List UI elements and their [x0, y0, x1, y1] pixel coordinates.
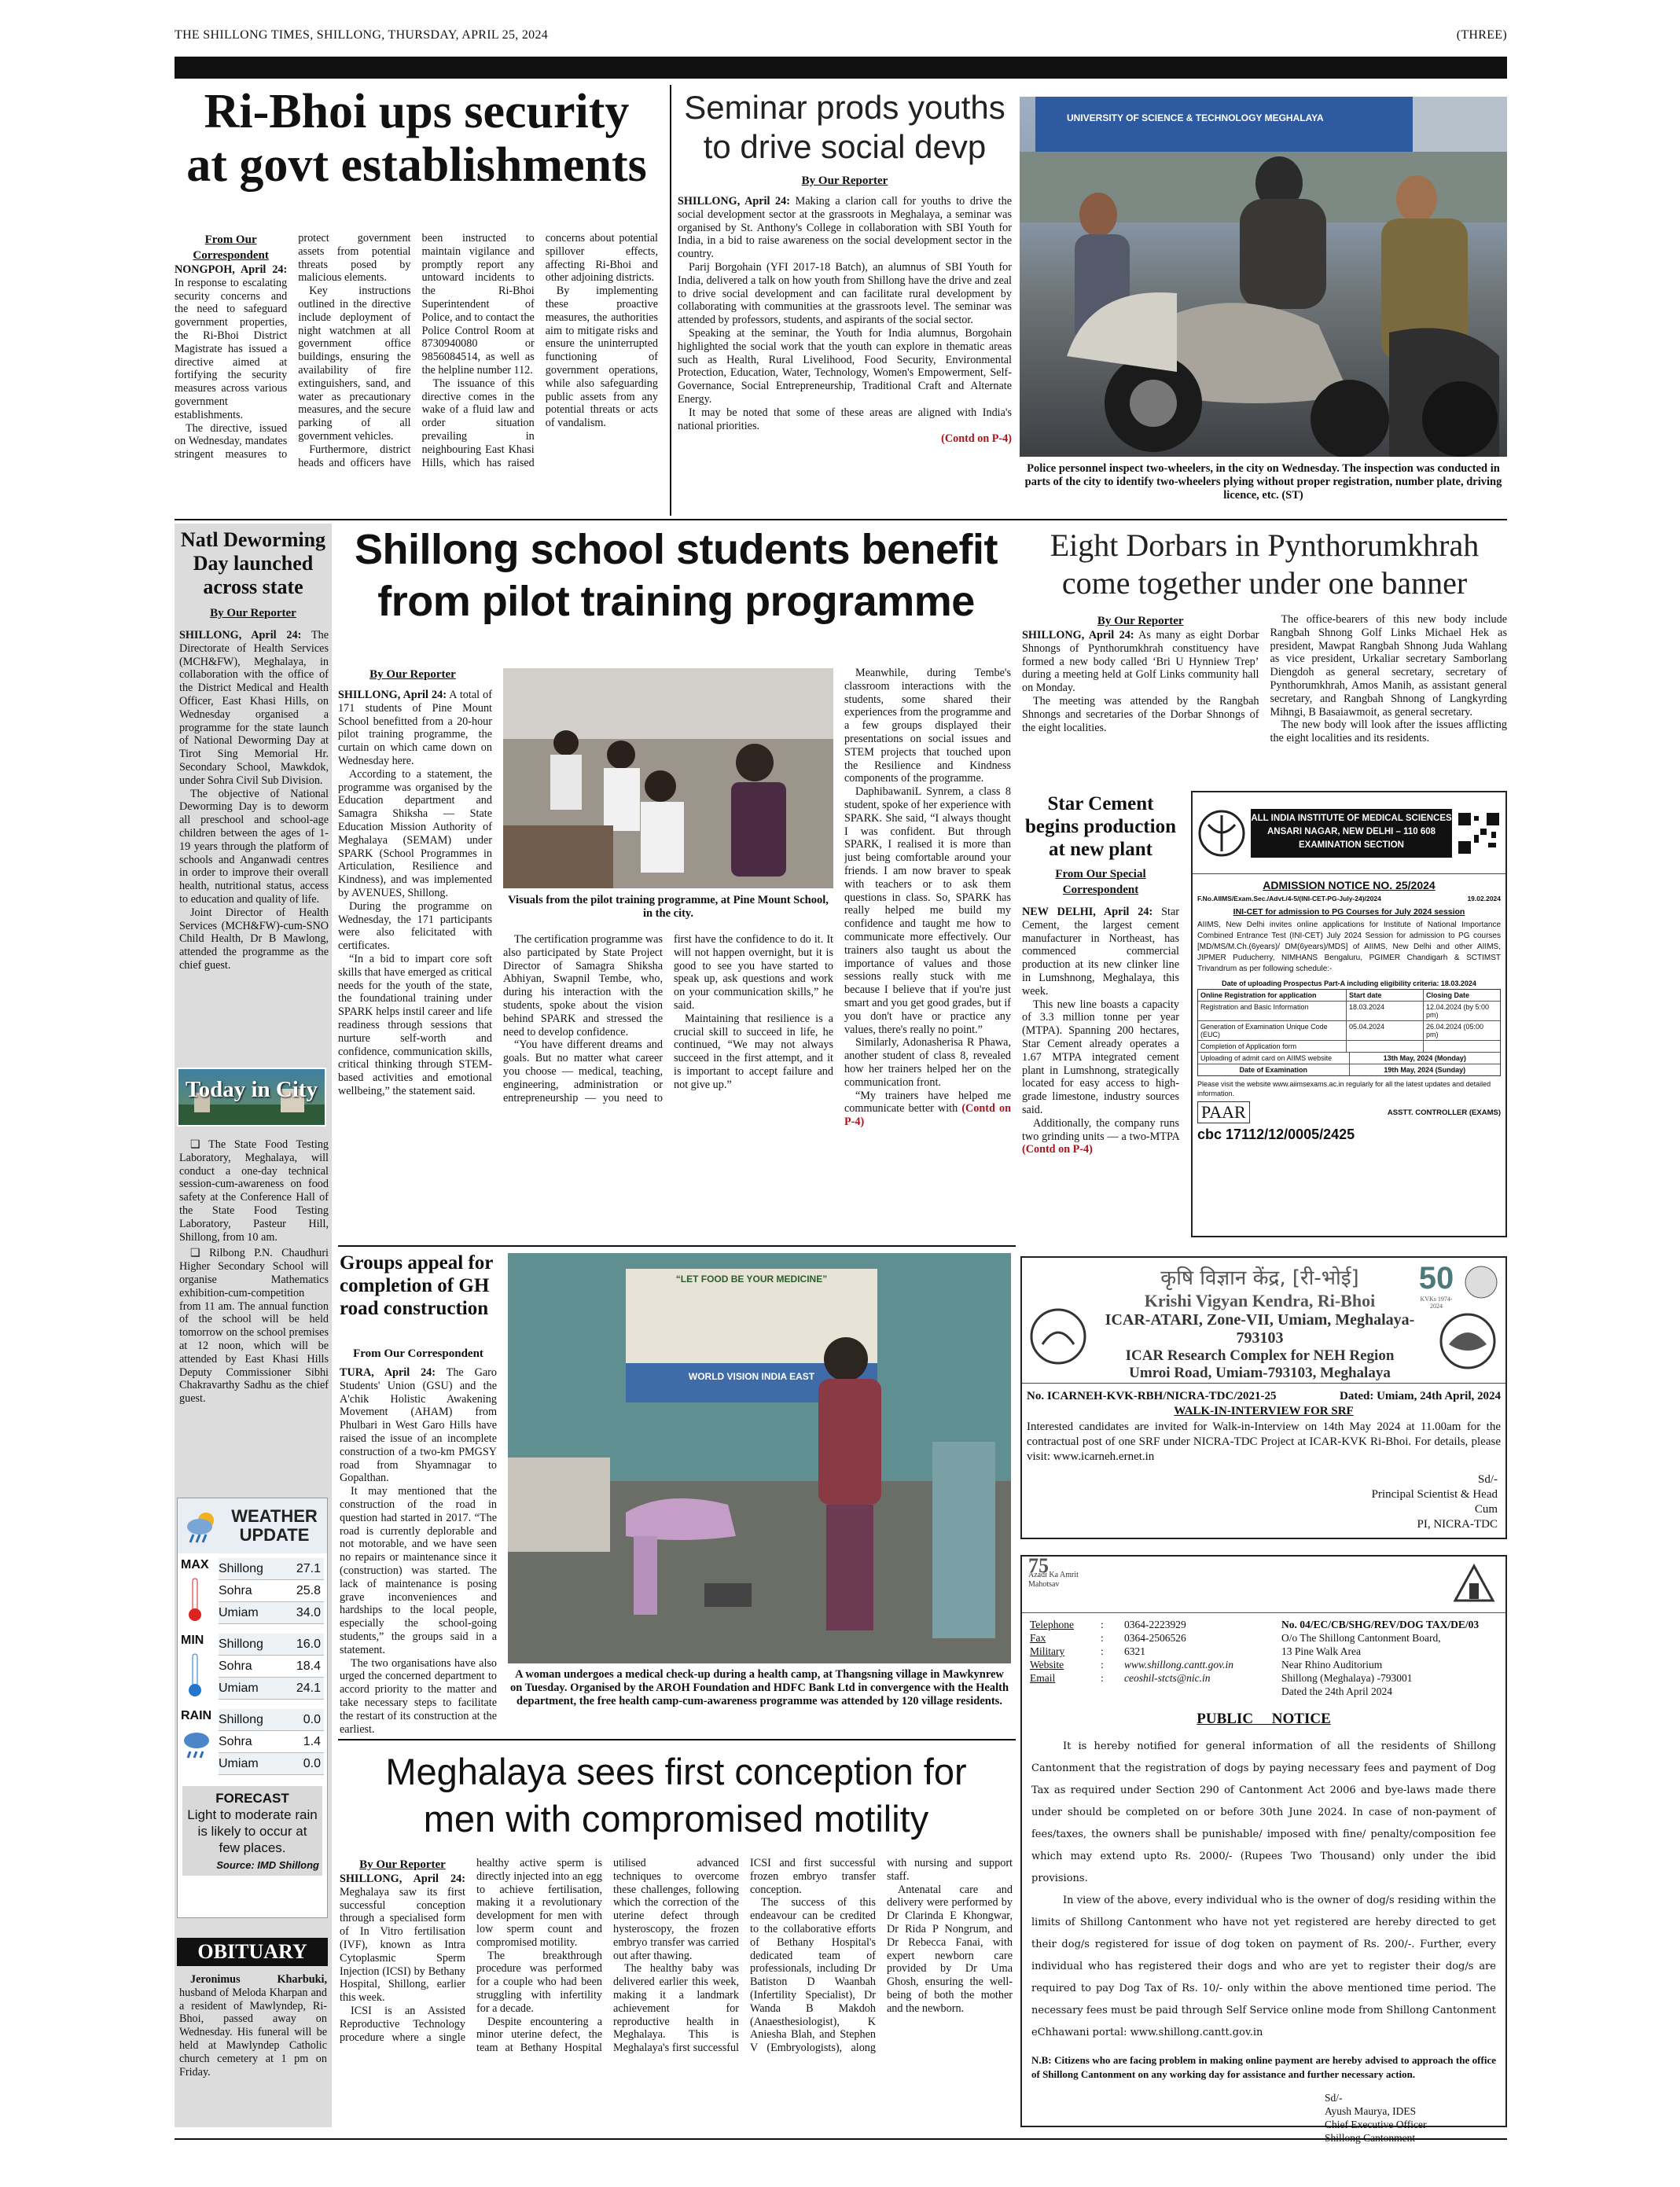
aiims-table-cell: Generation of Examination Unique Code (EUC) — [1200, 1023, 1328, 1038]
weather-title-line1: WEATHER — [231, 1506, 318, 1526]
school-dateline: SHILLONG, April 24: — [338, 689, 447, 701]
deworming-title: Natl Deworming Day launched across state — [180, 528, 326, 598]
classroom-illustration — [503, 668, 833, 888]
address-line: Dated the 24th April 2024 — [1281, 1685, 1392, 1697]
motility-p1: Meghalaya saw its first successful conception through a specialised form of In Vitro fertilisation (IVF), known as Intra Cytoplasmic Sperm Injection (ICSI) by Bethany Hospital, Shillong, earlier this week. — [340, 1885, 465, 2005]
seminar-title-line2: to drive social devp — [703, 128, 987, 165]
seminar-byline: By Our Reporter — [801, 175, 888, 187]
weather-widget — [177, 1498, 328, 1918]
aiims-table-cell: 19th May, 2024 (Sunday) — [1349, 1064, 1501, 1075]
contact-sep: : — [1101, 1619, 1104, 1630]
rain-label: RAIN — [181, 1709, 212, 1722]
weather-row — [219, 1602, 324, 1624]
school-title-line2: from pilot training programme — [377, 578, 975, 625]
aiims-body: AIIMS, New Delhi invites online applications for Institute of National Importance Combined Entrance Test (INI-CET) July 2024 Session for admission to PG courses [MD/MS/M.Ch.(6years)/ DM(6years)/MDS] of AIIMS, New Delhi and other AIIMS, JIPMER Puducherry, NIMHANS Bengaluru, PGIMER Chandigarh & SCTIMST Trivandrum as per following schedule:- — [1197, 921, 1501, 973]
aiims-name: ALL INDIA INSTITUTE OF MEDICAL SCIENCES — [1251, 813, 1452, 823]
dorbars-title-line2: come together under one banner — [1061, 565, 1468, 601]
signature-line: Chief Executive Officer — [1325, 2119, 1427, 2130]
school-article-cols2-3 — [503, 933, 833, 1240]
school-p10: Similarly, Adonasherisa R Phawa, another student of class 8, revealed how her trainers helped her on the communication front. — [844, 1036, 1011, 1089]
contact-label: Fax — [1030, 1632, 1046, 1644]
weather-value: 25.8 — [296, 1583, 321, 1597]
contact-row — [1030, 1631, 1281, 1645]
thermometer-icon — [186, 1652, 204, 1700]
aiims-table-cell: Date of Examination — [1239, 1066, 1307, 1074]
aiims-subject: INI-CET for admission to PG Courses for July 2024 session — [1233, 907, 1465, 917]
school-p4: “In a bid to impart core soft skills that have emerged as critical needs for the youth of the state, the foundational training under SPARK helps instil career and life readiness through sessions that nurture self-worth and confidence, communication skills, critical thinking through STEM-based activities and emotional wellbeing,” the statement said. — [338, 952, 492, 1097]
obituary-name: Jeronimus Kharbuki, — [190, 1973, 327, 1986]
seminar-p2: Parij Borgohain (YFI 2017-18 Batch), an alumnus of SBI Youth for India, delivered a talk on how youth from Shillong have the drive and zeal to drive social development and can facilitate rural development by collaborating with communities at the grassroots level. The seminar was attended by professors, students, and aspirants of the social sector. — [678, 260, 1012, 327]
ribhoi-p5: The issuance of this directive comes in the wake of a fluid law and order situation prevailing in neighbouring East Khasi Hills, which has raised concerns about potential spillover effects, affecting Ri-Bhoi and other adjoining districts. — [421, 232, 658, 469]
address-line: O/o The Shillong Cantonment Board, — [1281, 1632, 1441, 1644]
weather-value: 34.0 — [296, 1605, 321, 1619]
aiims-table-cell: 26.04.2024 (05:00 pm) — [1423, 1021, 1500, 1040]
deworming-headline — [175, 528, 332, 599]
header-bar — [175, 57, 1507, 79]
deworming-p1: The Directorate of Health Services (MCH&FW), Meghalaya, in collaboration with the office of the District Medical and Health Officer, East Khasi Hills, on Wednesday organised a programme for the state launch of National Deworming Day at Tirot Sing Memorial Hr. Secondary School, Mawkdok, under Sohra Civil Sub Division. — [179, 629, 329, 787]
weather-title-line2: UPDATE — [239, 1525, 310, 1545]
deworming-dateline: SHILLONG, April 24: — [179, 629, 302, 641]
weather-value: 18.4 — [296, 1659, 321, 1673]
aiims-section: EXAMINATION SECTION — [1299, 840, 1404, 850]
weather-row — [219, 1753, 324, 1775]
dorbars-dateline: SHILLONG, April 24: — [1022, 629, 1134, 641]
weather-row — [219, 1678, 324, 1700]
seminar-dateline: SHILLONG, April 24: — [678, 195, 790, 208]
aiims-date: 19.02.2024 — [1467, 895, 1501, 902]
contact-label: Military — [1030, 1645, 1065, 1657]
dorbars-p3: The office-bearers of this new body include Rangbah Shnong Golf Links Michael Hek as president, Mawpat Rangbah Shnong Juda Wahlang as vice president, Urkaliar secretary Samborlang Diengdoh as general secretary, secretary of Pynthorumkhrah, Amos Manih, as assistant general secretary, and Rangbah Shnong of Langkyrding Mihngi, B Basaiawmoit, as general secretary. — [1270, 613, 1507, 719]
section-rule — [338, 1245, 1016, 1247]
seminar-headline — [678, 88, 1012, 167]
aiims-upload-date: Date of uploading Prospectus Part-A including eligibility criteria: 18.03.2024 — [1222, 980, 1476, 987]
cantonment-advertisement — [1020, 1554, 1507, 2130]
page-number: (THREE) — [1456, 28, 1507, 42]
aiims-exam-row — [1198, 1064, 1500, 1075]
weather-place: Shillong — [219, 1637, 263, 1651]
seminar-p3: Speaking at the seminar, the Youth for India alumnus, Borgohain highlighted the social work that the youth can explore in thematic areas such as Health, Rural Livelihood, Food Security, Environmental Protection, Education, Water, Technology, Women's Empowerment, Self-Governance, Social Entrepreneurship, Traditional Craft and Alternate Energy. — [678, 326, 1012, 406]
aiims-table-row — [1198, 1021, 1500, 1041]
motility-headline — [338, 1748, 1014, 1843]
cantonment-emblem-icon — [1450, 1561, 1498, 1605]
motility-title-line1: Meghalaya sees first conception for — [385, 1751, 967, 1792]
ribhoi-p1: In response to escalating security concerns and the need to safeguard government properties, the Ri-Bhoi District Magistrate has issued a directive aimed at fortifying the security measures across various government establishments. — [175, 276, 288, 421]
min-temps — [219, 1634, 324, 1700]
gh-dateline: TURA, April 24: — [340, 1366, 436, 1379]
motility-p6: The success of this endeavour can be credited to the collaborative efforts of Bethany Hospital's dedicated team of professionals, including Dr Batiston D Waanbah (Infertility Specialist), Dr Wanda B Makdoh (Anaesthesiologist), K Aniesha Blah, and Stephen V (Embryologists), along with nursing and support staff. — [750, 1857, 1013, 2055]
weather-place: Shillong — [219, 1712, 263, 1726]
aiims-logo-icon — [1197, 809, 1246, 858]
school-p3: During the programme on Wednesday, the 171 participants were also felicitated with certificates. — [338, 899, 492, 953]
gh-p2: It may mentioned that the construction of the road in question had started in 2017. “The road is currently deplorable and not motorable, and we have seen no repairs or maintenance since it (construction) was started. The lack of maintenance is posing grave inconveniences and hardships to the local people, especially the school-going students,” the groups said in a statement. — [340, 1485, 497, 1656]
aiims-advertisement — [1191, 791, 1507, 1237]
address-line: 13 Pine Walk Area — [1281, 1645, 1362, 1657]
section-rule — [175, 519, 1507, 520]
azadi-logo-text: Azadi Ka Amrit Mahotsav — [1028, 1571, 1079, 1589]
school-p7: Maintaining that resilience is a crucial skill to succeed in life, he continued, “We may not always succeed in the first attempt, and it is important to accept failure and not give up.” — [674, 1012, 833, 1091]
kvk-date: Dated: Umiam, 24th April, 2024 — [1340, 1390, 1501, 1402]
contact-row — [1030, 1618, 1281, 1631]
dorbars-p2: The meeting was attended by the Rangbah Shnongs and secretaries of the Dorbar Shnongs of the eight localities. — [1022, 694, 1259, 734]
health-camp-illustration — [508, 1253, 1011, 1663]
contact-value: 0364-2506526 — [1124, 1632, 1186, 1644]
dorbars-headline — [1022, 527, 1507, 602]
dorbars-article — [1022, 613, 1507, 778]
checkbox-icon: ❑ — [190, 1247, 200, 1260]
weather-row — [219, 1656, 324, 1678]
checkbox-icon: ❑ — [190, 1138, 200, 1151]
aiims-address: ANSARI NAGAR, NEW DELHI – 110 608 — [1266, 826, 1436, 836]
seminar-article — [678, 195, 1012, 446]
school-p8: Meanwhile, during Tembe's classroom interactions with the students, some shared their experiences from the programme and a few groups displayed their presentations on social issues and STEM projects that touched upon the Resilience and Kindness components of the programme. — [844, 667, 1011, 785]
school-title-line1: Shillong school students benefit — [354, 526, 998, 573]
aiims-table-cell: Uploading of admit card on AIIMS website — [1200, 1054, 1333, 1062]
motility-article — [340, 1857, 1013, 2132]
ribhoi-p3: Key instructions outlined in the directive include deployment of night watchmen at all government office buildings, ensuring the availability of fire extinguishers, sand, and water as precautionary measures, and the secure parking of all government vehicles. — [298, 285, 411, 443]
aiims-table-cell: Start date — [1346, 990, 1423, 1001]
contact-value: 0364-2223929 — [1124, 1619, 1186, 1630]
ribhoi-p2: The directive, issued on Wednesday, mandates stringent measures to protect government assets from potential threats posed by malicious elements. — [175, 232, 411, 461]
aiims-table-cell — [1346, 1041, 1423, 1052]
header-date-line: THE SHILLONG TIMES, SHILLONG, THURSDAY, APRIL 25, 2024 — [175, 28, 549, 42]
kvk-name: Krishi Vigyan Kendra, Ri-Bhoi — [1144, 1291, 1376, 1310]
cantonment-contacts — [1030, 1618, 1281, 1698]
gh-article — [340, 1366, 497, 1736]
cement-p3: Additionally, the company runs two grinding units — a two-MTPA — [1022, 1116, 1179, 1143]
kvk-badge-text: KVKs 1974-2024 — [1420, 1296, 1453, 1310]
weather-value: 27.1 — [296, 1561, 321, 1575]
weather-place: Shillong — [219, 1561, 263, 1575]
motility-byline: By Our Reporter — [359, 1858, 446, 1871]
aiims-table-cell: 18.03.2024 — [1346, 1002, 1423, 1020]
address-line: Shillong (Meghalaya) -793001 — [1281, 1672, 1413, 1684]
seminar-continued: (Contd on P-4) — [941, 432, 1012, 446]
kvk-50-badge — [1414, 1261, 1458, 1310]
school-p11: “My trainers have helped me communicate better with — [844, 1089, 1011, 1116]
today-item-1: The State Food Testing Laboratory, Meghalaya, will conduct a one-day technical session-cum-awareness on food safety at the Conference Hall of the State Food Testing Laboratory, Pasteur Hill, Shillong, from 10 am. — [179, 1138, 329, 1244]
dorbars-p4: The new body will look after the issues afflicting the eight localities and its residents. — [1270, 719, 1507, 745]
aiims-table-cell: 05.04.2024 — [1346, 1021, 1423, 1040]
weather-row — [219, 1558, 324, 1580]
contact-value: ceoshil-stcts@nic.in — [1124, 1672, 1211, 1684]
today-in-city-banner — [177, 1068, 326, 1127]
weather-place: Sohra — [219, 1659, 252, 1673]
gh-headline — [340, 1252, 497, 1320]
kvk-sd: Sd/- — [1477, 1473, 1498, 1486]
rain-cloud-icon — [182, 1729, 211, 1769]
contact-label: Email — [1030, 1672, 1056, 1684]
kvk-advertisement — [1020, 1256, 1507, 1539]
gh-p1: The Garo Students' Union (GSU) and the A'chik Holistic Awakening Movement (AHAM) from Phulbari in West Garo Hills have raised the issue of an incomplete construction of a two-km PMGSY road from Shyamnagar to Gopalthan. — [340, 1366, 497, 1485]
weather-place: Sohra — [219, 1734, 252, 1748]
kvk-institute: ICAR Research Complex for NEH Region — [1125, 1347, 1395, 1364]
deworming-article — [179, 629, 329, 972]
kvk-emblem-icon — [1461, 1263, 1501, 1302]
school-byline: By Our Reporter — [369, 668, 456, 681]
contact-label: Website — [1030, 1659, 1064, 1671]
contact-row — [1030, 1671, 1281, 1685]
ribhoi-byline: From Our Correspondent — [193, 233, 269, 262]
section-rule — [338, 1739, 1016, 1740]
ribhoi-p4: Furthermore, district heads and officers have been instructed to maintain vigilance and promptly report any untoward incidents to the Ri-Bhoi Superintendent of Police, and to contact the Police Control Room at 8730940080 or 9856084514, as well as the helpline number 112. — [298, 232, 535, 469]
police-photo-illustration — [1020, 97, 1507, 457]
forecast-text: Light to moderate rain is likely to occur at few places. — [187, 1807, 318, 1855]
motility-title-line2: men with compromised motility — [423, 1798, 929, 1840]
forecast-title: FORECAST — [215, 1791, 289, 1806]
school-training-photo — [503, 668, 833, 888]
cement-headline — [1022, 792, 1179, 861]
kvk-notice-title: WALK-IN-INTERVIEW FOR SRF — [1174, 1405, 1354, 1417]
aiims-table-row — [1198, 990, 1500, 1002]
contact-label: Telephone — [1030, 1619, 1075, 1630]
weather-row — [219, 1634, 324, 1656]
school-photo-caption: Visuals from the pilot training programme, at Pine Mount School, in the city. — [508, 894, 829, 920]
kvk-reference: No. ICARNEH-KVK-RBH/NICRA-TDC/2021-25 — [1027, 1390, 1277, 1402]
aiims-table-cell: 13th May, 2024 (Monday) — [1349, 1053, 1501, 1064]
ribhoi-title-line2: at govt establishments — [186, 138, 647, 192]
contact-sep: : — [1101, 1659, 1104, 1671]
weather-value: 1.4 — [303, 1734, 321, 1748]
kvk-zone: ICAR-ATARI, Zone-VII, Umiam, Meghalaya-793103 — [1105, 1311, 1415, 1347]
cantonment-p1: It is hereby notified for general information of all the residents of Shillong Cantonment that the registration of dogs by paying necessary fees and payment of Dog Tax as required under Section 290 of Cantonment Act 2006 and bye-laws made there under should be completed on or before 30th June 2024. In case of non-payment of fees/taxes, the owners shall be punishable/ imposed with fine/ penalty/composition fee which may extend upto Rs. 2000/- (Rupees Two Thousand) only under the ibid provisions. — [1031, 1740, 1496, 1884]
aiims-notice-number: ADMISSION NOTICE NO. 25/2024 — [1263, 879, 1436, 891]
cantonment-nb: N.B: Citizens who are facing problem in making online payment are hereby advised to approach the office of Shillong Cantonment on any working day for assistance and further necessary action. — [1031, 2054, 1496, 2080]
dorbars-p1: As many as eight Dorbar Shnongs of Pynthorumkhrah constituency have formed a new body called ‘Bri U Hynniew Trep’ during a meeting held at Golf Links community hall on Monday. — [1022, 629, 1259, 695]
school-headline — [338, 524, 1014, 627]
ribhoi-dateline: NONGPOH, April 24: — [175, 263, 288, 276]
aiims-table-row — [1198, 1041, 1500, 1053]
motility-p3: The breakthrough procedure was performed for a couple who had been struggling with infertility for a decade. — [476, 1949, 602, 2015]
cement-p2: This new line boasts a capacity of 3.3 million tonne per year (MTPA). Spanning 200 hectares, Star Cement already operates a 1.67 MTPA integrated cement plant in Lumshnong, strategically located for easy access to high-grade limestone, industry sources said. — [1022, 998, 1179, 1116]
dorbars-byline: By Our Reporter — [1097, 615, 1184, 627]
weather-row — [219, 1709, 324, 1731]
contact-sep: : — [1101, 1645, 1104, 1657]
kvk-signatory-cum: Cum — [1474, 1503, 1498, 1516]
weather-source: Source: IMD Shillong — [216, 1859, 319, 1871]
weather-value: 24.1 — [296, 1681, 321, 1695]
aiims-table-cell: 12.04.2024 (by 5:00 pm) — [1423, 1002, 1500, 1020]
cantonment-address — [1281, 1618, 1498, 1698]
university-sign-text: UNIVERSITY OF SCIENCE & TECHNOLOGY MEGHALAYA — [1067, 112, 1324, 123]
aiims-cbc-code: cbc 17112/12/0005/2425 — [1197, 1127, 1355, 1142]
deworming-p2: The objective of National Deworming Day is to deworm all preschool and school-age children between the ages of 1-19 years through the platform of schools and Anganwadi centres in order to improve their overall health, nutritional status, access to education and quality of life. — [179, 787, 329, 906]
signature-line: Ayush Maurya, IDES — [1325, 2105, 1417, 2117]
obituary-text — [179, 1973, 327, 2079]
aiims-table-cell: Registration and Basic Information — [1200, 1003, 1309, 1011]
aiims-table-cell — [1423, 1041, 1500, 1052]
weather-cloud-icon — [182, 1506, 222, 1546]
icar-logo-icon — [1027, 1305, 1090, 1368]
contact-row — [1030, 1658, 1281, 1671]
weather-place: Umiam — [219, 1756, 259, 1770]
kvk-address: Umroi Road, Umiam-793103, Meghalaya — [1129, 1365, 1391, 1381]
cement-continued: (Contd on P-4) — [1022, 1143, 1093, 1156]
health-poster-text: “LET FOOD BE YOUR MEDICINE” — [675, 1274, 828, 1285]
gh-title: Groups appeal for completion of GH road construction — [340, 1252, 493, 1319]
deworming-byline: By Our Reporter — [210, 607, 296, 619]
school-p1: A total of 171 students of Pine Mount School benefitted from a 20-hour pilot training programme, the curtain on which came down on Wednesday here. — [338, 689, 492, 767]
health-camp-photo — [508, 1253, 1011, 1663]
aiims-table-cell: Completion of Application form — [1200, 1042, 1297, 1050]
health-camp-caption: A woman undergoes a medical check-up during a health camp, at Thangsning village in Mawkynrew on Tuesday. Organised by the AROH Foundation and HDFC Bank Ltd in convergence with the Health department, the free health camp-cum-awareness programme was attended by 120 village residents. — [509, 1668, 1009, 1707]
kvk-signatory-pi: PI, NICRA-TDC — [1417, 1518, 1498, 1531]
contact-sep: : — [1101, 1632, 1104, 1644]
aiims-footer: Please visit the website www.aiimsexams.ac.in regularly for all the latest updates and detailed information. — [1197, 1080, 1491, 1097]
weather-value: 16.0 — [296, 1637, 321, 1651]
cement-title: Star Cement begins production at new plant — [1025, 793, 1176, 860]
today-item-2: Rilbong P.N. Chaudhuri Higher Secondary School will organise Mathematics exhibition-cum-competition from 11 am. The annual function of the school will be held tomorrow on the school premises at 12 noon, which will be attended by East Khasi Hills Deputy Commissioner Sibhi Chakravarthy Sadhu as the chief guest. — [179, 1247, 329, 1406]
qr-code-icon — [1457, 811, 1501, 855]
max-temps — [219, 1558, 324, 1624]
aiims-schedule-table — [1197, 989, 1501, 1076]
cement-p1: Star Cement, the largest cement manufacturer in Northeast, has commenced commercial production at its new clinker line in Lumshnong, Meghalaya, this week. — [1022, 906, 1179, 998]
school-p6: “You have different dreams and goals. But no matter what career you choose — medical, teaching, engineering, administration or entrepreneurship — you need to first have the confidence to do it. It will not happen overnight, but it is good to see you have started to speak up, ask questions and work on your communication skills,” he said. — [503, 933, 833, 1105]
aiims-table-cell: Closing Date — [1423, 990, 1500, 1001]
seminar-title-line1: Seminar prods youths — [684, 89, 1005, 126]
thermometer-icon — [186, 1577, 204, 1624]
weather-value: 0.0 — [303, 1756, 321, 1770]
min-label: MIN — [181, 1634, 204, 1647]
school-p2: According to a statement, the programme was organised by the Education department and Samagra Shiksha — State Education Mission Authority of Meghalaya (SEMAM) under SPARK (School Programmes in Articulation, Resilience and Kindness), and was implemented by AVENUES, Shillong. — [338, 767, 492, 899]
weather-row — [219, 1731, 324, 1753]
kvk-body: Interested candidates are invited for Walk-in-Interview on 14th May 2024 at 11.00am for the contractual post of one SRF under NICRA-TDC Project at ICAR-KVK Ri-Bhoi. For details, please visit: www.icarneh.ernet.in — [1027, 1421, 1501, 1463]
rain-values — [219, 1709, 324, 1775]
weather-row — [219, 1580, 324, 1602]
ribhoi-p6: By implementing these proactive measures, the authorities aim to mitigate risks and ensure the uninterrupted functioning of government operations, while also safeguarding public assets from any potential threats or acts of vandalism. — [545, 285, 658, 430]
address-line: Near Rhino Auditorium — [1281, 1659, 1383, 1671]
cantonment-signature — [1022, 2082, 1505, 2145]
gh-p3: The two organisations have also urged the concerned department to accord priority to the matter and take necessary steps to facilitate the restart of its construction at the earliest. — [340, 1656, 497, 1736]
address-line: No. 04/EC/CB/SHG/REV/DOG TAX/DE/03 — [1281, 1619, 1480, 1630]
school-continued: (Contd on P-4) — [844, 1102, 1011, 1129]
obituary-header: OBITUARY — [177, 1938, 328, 1966]
school-article-col4 — [844, 667, 1011, 1241]
aiims-table-cell: Online Registration for application — [1200, 991, 1317, 999]
gh-byline: From Our Correspondent — [353, 1347, 483, 1360]
weather-place: Umiam — [219, 1605, 259, 1619]
contact-value: 6321 — [1124, 1645, 1145, 1657]
dorbars-title-line1: Eight Dorbars in Pynthorumkhrah — [1050, 527, 1480, 563]
today-in-city-title: Today in City — [185, 1077, 318, 1102]
ribhoi-article — [175, 232, 658, 516]
weather-place: Sohra — [219, 1583, 252, 1597]
cement-byline: From Our Special Correspondent — [1055, 868, 1146, 896]
cement-article — [1022, 906, 1179, 1156]
school-article-col1 — [338, 689, 492, 1318]
aiims-admit-row — [1198, 1053, 1500, 1064]
police-photo-caption: Police personnel inspect two-wheelers, in the city on Wednesday. The inspection was conducted in parts of the city to identify two-wheelers plying without proper registration, number plate, driving licence, etc. (ST) — [1024, 462, 1502, 502]
ribhoi-title-line1: Ri-Bhoi ups security — [204, 85, 630, 138]
kvk-50-number: 50 — [1418, 1261, 1454, 1296]
contact-row — [1030, 1645, 1281, 1658]
motility-p7: Antenatal care and delivery were performed by Dr Clarinda E Khongwar, Dr Rida P Nongrum, and Dr Rebecca Fanai, with expert newborn care provided by Dr Uma Ghosh, ensuring the well-being of both the mother and the newborn. — [887, 1883, 1013, 2015]
cantonment-p2: In view of the above, every individual who is the owner of dog/s residing within the limits of Shillong Cantonment who have not yet registered are hereby directed to get their dog/s registered for issue of dog token on payment of Rs. 200/-. Further, every individual who has registered their dogs and who are yet to register their dog/s are required to pay Dog Tax of Rs. 10/- only within the above mentioned time period. The necessary fees must be paid through Self Service online mode from Shillong Cantonment eChhawani portal: www.shillong.cantt.gov.in — [1031, 1895, 1496, 2038]
icar-neh-logo-icon — [1436, 1310, 1499, 1373]
motility-p4: Despite encountering a minor uterine defect, the team at Bethany Hospital utilised advanced techniques to overcome these challenges, following which the correction of the uterine defect through hysteroscopy, the frozen embryo transfer was carried out after thawing. — [476, 1857, 739, 2055]
motility-dateline: SHILLONG, April 24: — [340, 1873, 465, 1885]
signature-line: Sd/- — [1325, 2092, 1343, 2104]
health-banner-text: WORLD VISION INDIA EAST — [688, 1371, 815, 1382]
page-header — [175, 28, 1507, 47]
weather-place: Umiam — [219, 1681, 259, 1695]
motility-p2: ICSI is an Assisted Reproductive Technology procedure where a single healthy active sperm is directly injected into an egg to achieve fertilisation, making it a revolutionary development for men with low sperm count and compromised motility. — [340, 1857, 602, 2044]
column-divider — [670, 85, 671, 516]
motility-p5: The healthy baby was delivered earlier this week, making it a landmark achievement for reproductive health in Meghalaya. This is Meghalaya's first successful ICSI and first successful frozen embryo transfer conception. — [613, 1857, 876, 2055]
kvk-hindi-title: कृषि विज्ञान केंद्र, [री-भोई] — [1160, 1266, 1359, 1290]
aiims-signatory: ASSTT. CONTROLLER (EXAMS) — [1387, 1108, 1501, 1117]
school-p5: The certification programme was also participated by State Project Director of Samagra Shiksha Abhiyan, Swapnil Tembe, who, during his interaction with the students, spoke about the vision behind SPARK and stressed the need to develop confidence. — [503, 933, 663, 1038]
school-p9: DaphibawaniL Synrem, a class 8 student, spoke of her experience with SPARK. She said, “I always thought I was confident. But through SPARK, I realised it is more than just being comfortable around your friends. I am now braver to speak with teachers or to ask them questions in class. So, SPARK has really helped me build my confidence and taught me how to communicate more effectively. Our trainers also taught us about the importance of values and those sessions really stuck with me because I believe that if you're just smart and you get good grades, but if you don't have or practice any values, there's really no point.” — [844, 785, 1011, 1036]
police-inspection-photo — [1020, 97, 1507, 457]
seminar-p1: Making a clarion call for youths to drive the social development sector at the grassroots in Meghalaya, a seminar was organised by St. Anthony's College in collaboration with SBI Youth for India, in a bid to raise awareness on the social development sector in the country. — [678, 195, 1013, 261]
contact-sep: : — [1101, 1672, 1104, 1684]
obituary-body: husband of Meloda Kharpan and a resident of Mawlyndep, Ri-Bhoi, passed away on Wednesday. His funeral will be held at Mawlyndep Catholic church cemetery at 1 pm on Friday. — [179, 1986, 327, 2079]
aiims-reference: F.No.AIIMS/Exam.Sec./Advt./4-5/(INI-CET-PG-July-24)/2024 — [1197, 895, 1381, 902]
public-notice-title: PUBLIC NOTICE — [1197, 1711, 1331, 1727]
aiims-table-row — [1198, 1002, 1500, 1021]
deworming-p3: Joint Director of Health Services (MCH&FW)-cum-SNO Child Health, Dr B Mawlong, attended the programme as the chief guest. — [179, 906, 329, 972]
contact-value: www.shillong.cantt.gov.in — [1124, 1659, 1234, 1671]
ribhoi-headline — [165, 85, 668, 192]
seminar-p4: It may be noted that some of these areas are aligned with India's national priorities. — [678, 406, 1012, 432]
paar-logo: PAAR — [1197, 1101, 1250, 1123]
max-label: MAX — [181, 1558, 209, 1571]
azadi-logo: 75 Azadi Ka Amrit Mahotsav — [1028, 1561, 1091, 1590]
kvk-signatory-title: Principal Scientist & Head — [1371, 1488, 1498, 1501]
cement-dateline: NEW DELHI, April 24: — [1022, 906, 1153, 918]
footer-rule — [175, 2138, 1507, 2140]
weather-value: 0.0 — [303, 1712, 321, 1726]
today-in-city-list — [179, 1138, 329, 1406]
